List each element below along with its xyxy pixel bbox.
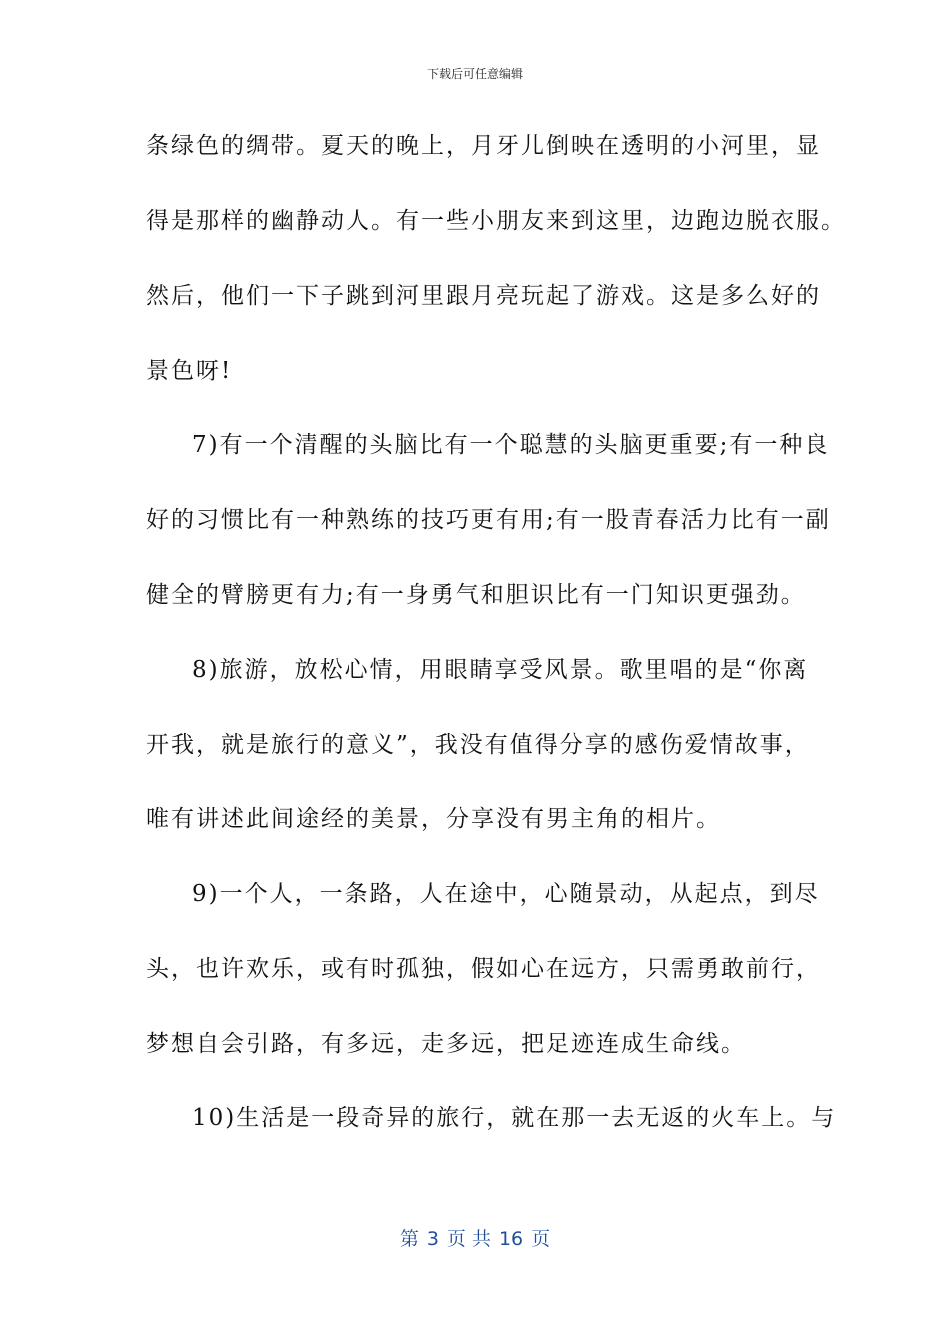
text-line: 开我，就是旅行的意义”，我没有值得分享的感伤爱情故事，: [146, 732, 810, 758]
text-line: 然后，他们一下子跳到河里跟月亮玩起了游戏。这是多么好的: [146, 283, 821, 309]
text-line: 7)有一个清醒的头脑比有一个聪慧的头脑更重要;有一种良: [192, 432, 830, 458]
text-line: 好的习惯比有一种熟练的技巧更有用;有一股青春活力比有一副: [146, 507, 831, 533]
total-pages-number: 16: [498, 1228, 524, 1250]
text-line: 健全的臂膀更有力;有一身勇气和胆识比有一门知识更强劲。: [146, 582, 806, 608]
footer-suffix: 页: [531, 1228, 551, 1250]
text-line: 10)生活是一段奇异的旅行，就在那一去无返的火车上。与: [192, 1105, 837, 1131]
page-header-note: 下载后可任意编辑: [426, 67, 523, 81]
footer-prefix: 第: [399, 1228, 419, 1250]
text-line: 头，也许欢乐，或有时孤独，假如心在远方，只需勇敢前行，: [146, 956, 821, 982]
text-line: 景色呀!: [146, 358, 233, 384]
page-number-footer: [0, 1226, 950, 1252]
text-line: 得是那样的幽静动人。有一些小朋友来到这里，边跑边脱衣服。: [146, 208, 846, 234]
text-line: 9)一个人，一条路，人在途中，心随景动，从起点，到尽: [192, 881, 820, 907]
current-page-number: 3: [426, 1228, 439, 1250]
footer-middle: 页 共: [446, 1228, 491, 1250]
text-line: 梦想自会引路，有多远，走多远，把足迹连成生命线。: [146, 1031, 746, 1057]
text-line: 条绿色的绸带。夏天的晚上，月牙儿倒映在透明的小河里，显: [146, 133, 821, 159]
text-line: 唯有讲述此间途经的美景，分享没有男主角的相片。: [146, 806, 721, 832]
text-line: 8)旅游，放松心情，用眼睛享受风景。歌里唱的是“你离: [192, 657, 809, 683]
